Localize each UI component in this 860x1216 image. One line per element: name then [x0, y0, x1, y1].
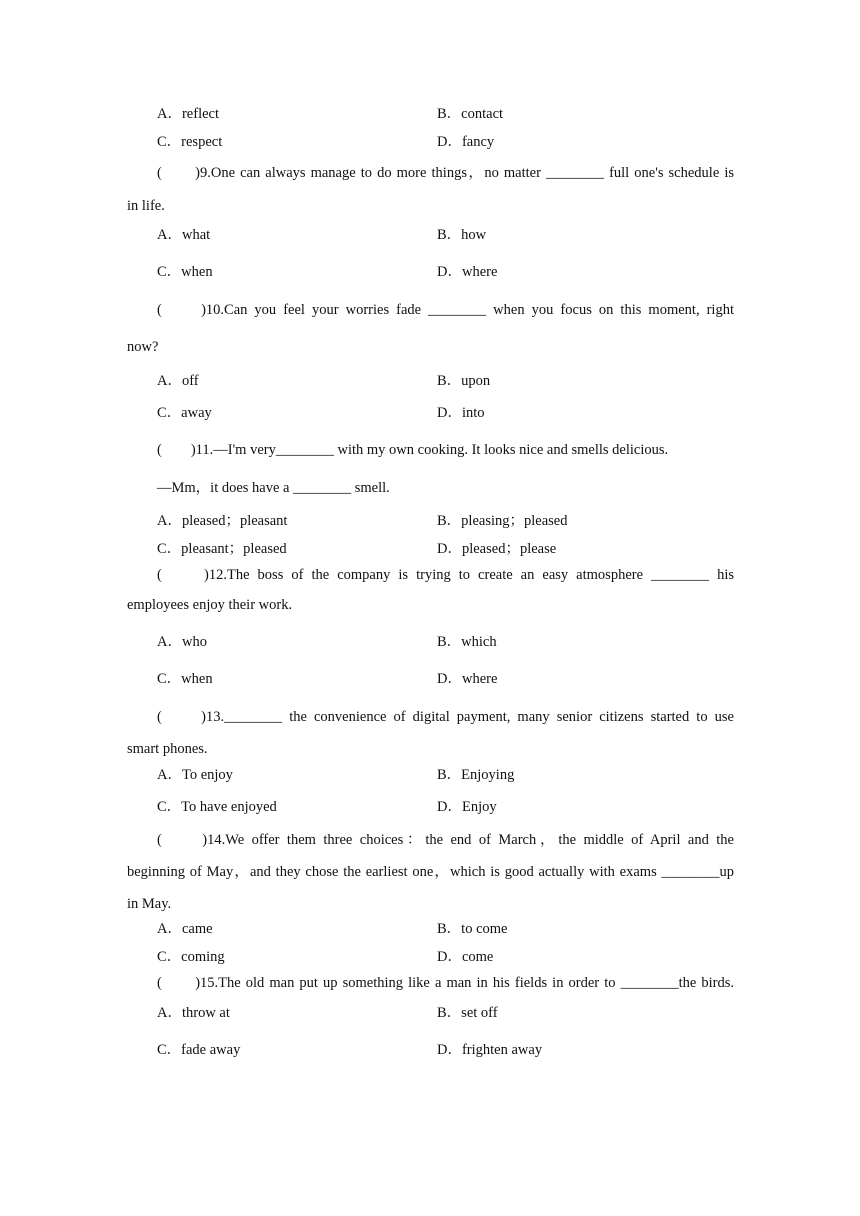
q12-option-d: D．where	[437, 671, 498, 687]
q10-option-c: C．away	[157, 405, 212, 421]
q9-option-c: C．when	[157, 264, 213, 280]
q8-option-c: C．respect	[157, 134, 223, 150]
q11-option-c: C．pleasant；pleased	[157, 541, 287, 557]
q12-stem: ( )12.The boss of the company is trying to create an easy atmosphere ________ his	[157, 567, 734, 583]
q12-option-c: C．when	[157, 671, 213, 687]
q9-option-d: D．where	[437, 264, 498, 280]
q12-option-a: A．who	[157, 634, 207, 650]
q15-stem: ( )15.The old man put up something like a man in his fields in order to ________the birds.	[157, 975, 734, 991]
q11-option-b: B．pleasing；pleased	[437, 513, 568, 529]
q14-option-b: B．to come	[437, 921, 508, 937]
q13-option-d: D．Enjoy	[437, 799, 497, 815]
q12-stem-continued: employees enjoy their work.	[127, 597, 293, 613]
q9-option-b: B．how	[437, 227, 487, 243]
q14-stem-continued: beginning of May，and they chose the earliest one，which is good actually with exams ________up	[127, 864, 734, 880]
q15-option-d: D．frighten away	[437, 1042, 543, 1058]
q15-option-a: A．throw at	[157, 1005, 230, 1021]
q8-option-b: B．contact	[437, 106, 504, 122]
q11-option-d: D．pleased；please	[437, 541, 557, 557]
q13-stem: ( )13.________ the convenience of digital payment, many senior citizens started to use	[157, 709, 734, 725]
q8-option-a: A．reflect	[157, 106, 219, 122]
q15-option-b: B．set off	[437, 1005, 498, 1021]
q14-option-c: C．coming	[157, 949, 225, 965]
q10-option-b: B．upon	[437, 373, 491, 389]
q9-option-a: A．what	[157, 227, 211, 243]
q8-option-d: D．fancy	[437, 134, 495, 150]
q12-option-b: B．which	[437, 634, 497, 650]
q13-option-b: B．Enjoying	[437, 767, 515, 783]
q14-stem: ( )14.We offer them three choices：the end of March，the middle of April and the	[157, 832, 734, 848]
q10-option-a: A．off	[157, 373, 199, 389]
q13-option-a: A．To enjoy	[157, 767, 233, 783]
q13-option-c: C．To have enjoyed	[157, 799, 277, 815]
q10-option-d: D．into	[437, 405, 485, 421]
q9-stem-continued: in life.	[127, 198, 165, 214]
q15-option-c: C．fade away	[157, 1042, 241, 1058]
q14-option-a: A．came	[157, 921, 213, 937]
q10-stem-continued: now?	[127, 339, 159, 355]
q9-stem: ( )9.One can always manage to do more things，no matter ________ full one's schedule is	[157, 165, 734, 181]
q11-stem: ( )11.—I'm very________ with my own cooking. It looks nice and smells delicious.	[157, 442, 669, 458]
q14-option-d: D．come	[437, 949, 494, 965]
q11-option-a: A．pleased；pleasant	[157, 513, 288, 529]
q13-stem-continued: smart phones.	[127, 741, 208, 757]
q11-reply: —Mm，it does have a ________ smell.	[157, 480, 390, 496]
q10-stem: ( )10.Can you feel your worries fade ________ when you focus on this moment, right	[157, 302, 734, 318]
q14-stem-end: in May.	[127, 896, 172, 912]
